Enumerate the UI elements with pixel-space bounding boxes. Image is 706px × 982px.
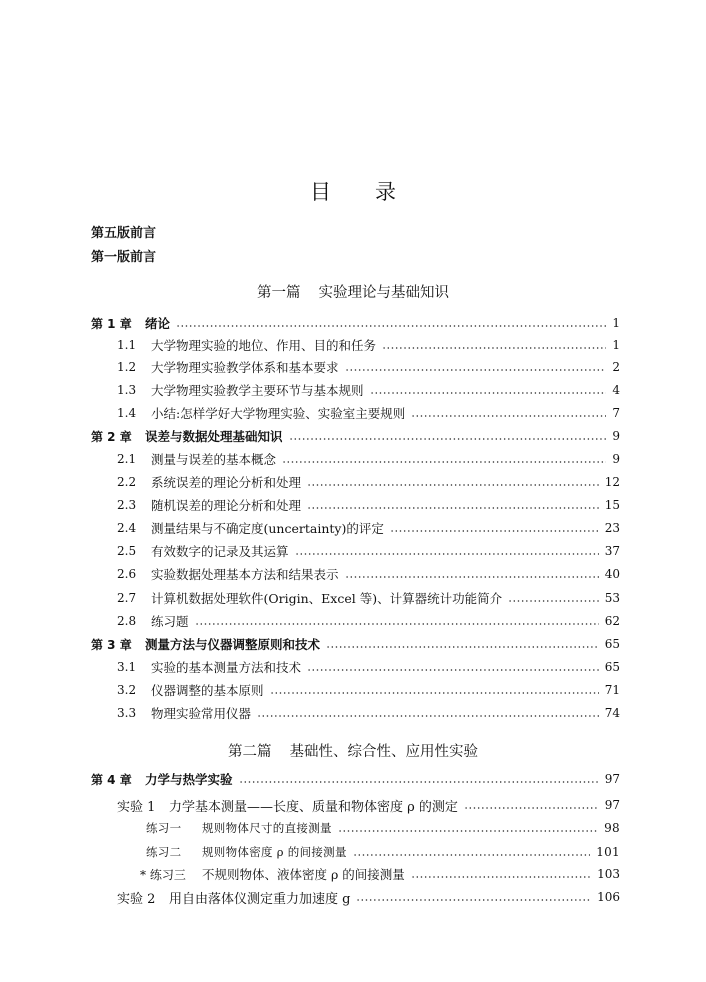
toc-entry-title: 大学物理实验的地位、作用、目的和任务 [151,338,377,353]
toc-entry-number: 练习一 [146,821,182,835]
toc-entry-exp[interactable] [117,795,620,815]
toc-entry-sec[interactable] [117,449,620,469]
toc-entry-chap[interactable] [91,426,620,446]
dot-leader [370,385,606,395]
toc-entry-page: 65 [604,637,620,651]
toc-entry-title: 仪器调整的基本原则 [151,683,264,698]
toc-entry-number: 3.3 [117,706,137,720]
toc-entry-number: 3.2 [117,683,137,697]
toc-entry-sec[interactable] [117,680,620,700]
dot-leader [411,869,591,879]
dot-leader [307,662,599,672]
toc-entry-title: 练习题 [151,614,189,629]
toc-entry-title: 实验的基本测量方法和技术 [151,660,302,675]
dot-leader [270,685,599,695]
toc-entry-chap[interactable] [91,769,620,789]
preface-5th-edition[interactable]: 第五版前言 [91,226,157,241]
toc-entry-number: 第 2 章 [91,429,132,444]
toc-entry-title: 绪论 [145,316,171,331]
toc-entry-sec[interactable] [117,472,620,492]
toc-entry-sec[interactable] [117,335,620,355]
toc-entry-page: 97 [604,772,620,786]
toc-entry-title: 规则物体密度 ρ 的间接测量 [202,845,347,859]
toc-entry-title: 不规则物体、液体密度 ρ 的间接测量 [202,867,405,882]
toc-entry-sec[interactable] [117,541,620,561]
page-title: 目录 [310,180,440,204]
toc-entry-number: 1.1 [117,338,137,352]
toc-entry-sec[interactable] [117,357,620,377]
toc-entry-title: 测量与误差的基本概念 [151,452,277,467]
toc-entry-number: 实验 1 [117,799,156,815]
dot-leader [411,408,606,418]
toc-entry-page: 7 [612,406,620,420]
toc-entry-page: 65 [604,660,620,674]
toc-entry-ex3[interactable] [140,864,620,884]
toc-entry-sec[interactable] [117,564,620,584]
part-heading-2 [0,740,706,761]
toc-entry-number: 2.4 [117,521,137,535]
dot-leader [464,800,599,810]
toc-entry-number: 练习二 [146,845,182,859]
dot-leader [289,431,606,441]
toc-entry-number: 2.6 [117,567,137,581]
toc-entry-title: 测量结果与不确定度(uncertainty)的评定 [151,521,384,536]
toc-entry-sec[interactable] [117,588,620,608]
dot-leader [356,892,591,902]
dot-leader [338,823,598,833]
toc-entry-title: 物理实验常用仪器 [151,706,252,721]
toc-entry-sec[interactable] [117,518,620,538]
toc-entry-number: 2.3 [117,498,137,512]
toc-entry-number: 1.2 [117,360,137,374]
toc-entry-sec[interactable] [117,495,620,515]
dot-leader [307,477,599,487]
toc-entry-page: 4 [612,383,620,397]
part-label: 第一篇 [257,285,301,301]
dot-leader [390,523,599,533]
toc-entry-chap[interactable] [91,634,620,654]
toc-entry-sec[interactable] [117,611,620,631]
dot-leader [295,546,599,556]
toc-entry-title: 实验数据处理基本方法和结果表示 [151,567,339,582]
toc-entry-page: 9 [612,452,620,466]
toc-entry-number: 第 1 章 [91,316,132,331]
toc-entry-number: 第 4 章 [91,772,132,787]
toc-entry-page: 74 [604,706,620,720]
dot-leader [307,500,599,510]
toc-entry-title: 力学与热学实验 [145,772,233,787]
toc-entry-page: 97 [604,798,620,812]
dot-leader [176,318,606,328]
toc-entry-sec[interactable] [117,657,620,677]
toc-entry-page: 98 [604,821,620,835]
toc-entry-page: 53 [604,591,620,605]
part-title: 实验理论与基础知识 [318,285,449,301]
toc-entry-page: 71 [604,683,620,697]
toc-entry-title: 规则物体尺寸的直接测量 [202,821,332,835]
toc-entry-page: 103 [597,867,620,881]
dot-leader [345,362,606,372]
toc-entry-number: 2.2 [117,475,137,489]
toc-entry-page: 37 [604,544,620,558]
toc-entry-number: 3.1 [117,660,137,674]
toc-entry-page: 40 [604,567,620,581]
toc-entry-sec[interactable] [117,703,620,723]
toc-entry-title: 力学基本测量——长度、质量和物体密度 ρ 的测定 [169,799,458,815]
toc-entry-page: 106 [597,890,620,904]
toc-entry-sec[interactable] [117,380,620,400]
toc-entry-title: 系统误差的理论分析和处理 [151,475,302,490]
dot-leader [257,708,599,718]
toc-entry-title: 大学物理实验教学体系和基本要求 [151,360,339,375]
toc-entry-number: 第 3 章 [91,637,132,652]
toc-entry-page: 101 [596,845,620,859]
dot-leader [508,593,599,603]
dot-leader [345,569,599,579]
toc-entry-number: 2.5 [117,544,137,558]
toc-entry-page: 1 [612,316,620,330]
toc-entry-title: 用自由落体仪测定重力加速度 g [169,891,351,907]
part-heading-1 [0,281,706,302]
dot-leader [195,616,599,626]
toc-entry-exp[interactable] [117,887,620,907]
toc-entry-title: 小结:怎样学好大学物理实验、实验室主要规则 [151,406,406,421]
dot-leader [326,639,599,649]
toc-entry-number: 1.3 [117,383,137,397]
toc-entry-number: * 练习三 [140,867,186,882]
toc-entry-title: 大学物理实验教学主要环节与基本规则 [151,383,364,398]
toc-entry-ex[interactable] [146,818,620,838]
toc-entry-title: 误差与数据处理基础知识 [145,429,283,444]
dot-leader [239,774,599,784]
toc-entry-ex[interactable] [146,842,620,862]
toc-entry-title: 测量方法与仪器调整原则和技术 [145,637,321,652]
toc-entry-page: 62 [604,614,620,628]
toc-entry-page: 9 [612,429,620,443]
preface-1st-edition[interactable]: 第一版前言 [91,250,157,265]
toc-entry-title: 随机误差的理论分析和处理 [151,498,302,513]
toc-entry-title: 计算机数据处理软件(Origin、Excel 等)、计算器统计功能简介 [151,591,503,606]
dot-leader [382,340,606,350]
toc-entry-number: 2.7 [117,591,137,605]
part-label: 第二篇 [228,744,272,760]
toc-entry-page: 15 [604,498,620,512]
toc-entry-page: 1 [612,338,620,352]
toc-entry-chap[interactable] [91,313,620,333]
toc-entry-number: 1.4 [117,406,137,420]
toc-entry-title: 有效数字的记录及其运算 [151,544,289,559]
toc-entry-number: 2.1 [117,452,137,466]
dot-leader [282,454,606,464]
toc-entry-page: 12 [604,475,620,489]
part-title: 基础性、综合性、应用性实验 [289,744,478,760]
toc-entry-page: 23 [604,521,620,535]
toc-entry-sec[interactable] [117,403,620,423]
dot-leader [353,847,590,857]
toc-entry-number: 实验 2 [117,891,156,907]
toc-entry-page: 2 [612,360,620,374]
toc-entry-number: 2.8 [117,614,137,628]
